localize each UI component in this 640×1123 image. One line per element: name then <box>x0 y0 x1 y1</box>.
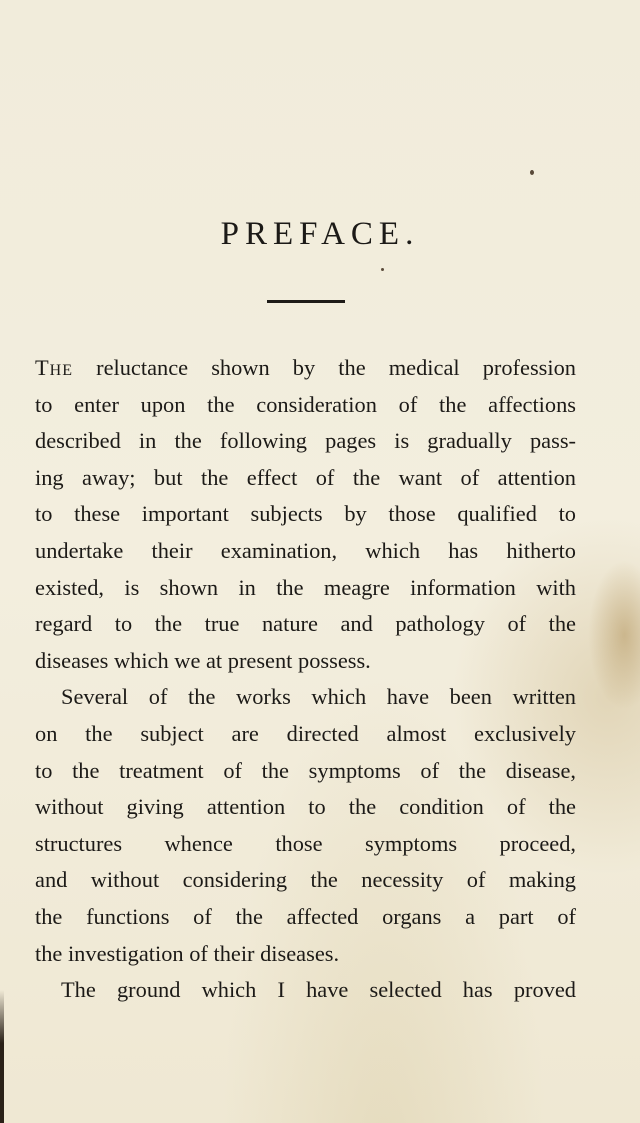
ink-speck <box>530 170 534 175</box>
text-line: on the subject are directed almost exclusively <box>35 720 576 746</box>
ink-speck <box>381 268 384 271</box>
text-line: without giving attention to the condition of the <box>35 794 576 820</box>
text-line: structures whence those symptoms proceed, <box>35 830 576 856</box>
text-line: to enter upon the consideration of the affections <box>35 391 576 417</box>
text-line: diseases which we at present possess. <box>35 647 371 673</box>
text-line: the investigation of their diseases. <box>35 940 340 966</box>
title-rule <box>267 300 345 303</box>
text-line: The ground which I have selected has proved <box>61 977 576 1003</box>
body-text <box>35 350 576 1009</box>
text-line: to these important subjects by those qualified to <box>35 501 576 527</box>
page-edge-shadow <box>0 990 4 1123</box>
drop-word: The <box>35 355 74 380</box>
text-line: existed, is shown in the meagre information with <box>35 574 576 600</box>
text-line: described in the following pages is gradually pass- <box>35 428 576 454</box>
paper-stain <box>588 560 640 710</box>
text-line: the functions of the affected organs a part of <box>35 903 576 929</box>
text-line: regard to the true nature and pathology of the <box>35 611 576 637</box>
text-line: undertake their examination, which has hitherto <box>35 537 576 563</box>
text-line: and without considering the necessity of making <box>35 867 576 893</box>
text-line: Several of the works which have been written <box>61 684 576 710</box>
page-title: PREFACE. <box>220 216 420 252</box>
text-line-content: reluctance shown by the medical profession <box>73 355 576 380</box>
text-line: to the treatment of the symptoms of the disease, <box>35 757 576 783</box>
text-line: ing away; but the effect of the want of attention <box>35 464 576 490</box>
text-line <box>35 350 576 387</box>
